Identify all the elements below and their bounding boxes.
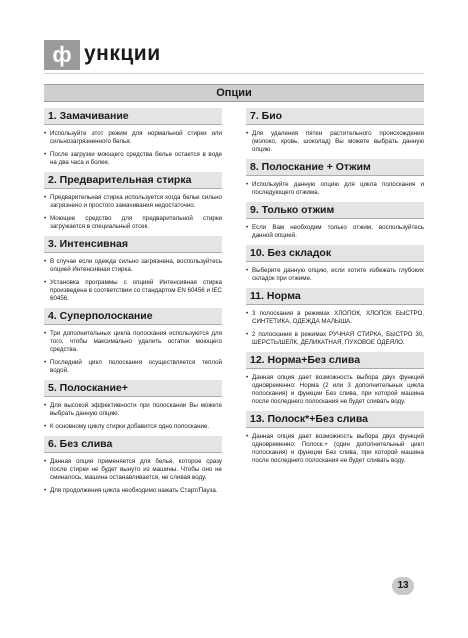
header-divider (44, 73, 424, 74)
bullet-item: • К основному циклу стирки добавится одно полоскание. (44, 423, 222, 431)
bullet-item: • После загрузки моющего средства белье остается в воде на два часа и более. (44, 151, 222, 167)
section-heading: 9. Только отжим (246, 202, 424, 219)
section-heading: 7. Био (246, 108, 424, 125)
bullet-item: • Данная опция дает возможность выбора двух функций одновременно: Норма (2 или 3 дополнительных цикла полоскания) и функции Без слива, при которой машина после последнего полоскания не будет сливать воду. (246, 374, 424, 406)
section-heading: 12. Норма+Без слива (246, 352, 424, 369)
left-column (44, 108, 222, 500)
bullet-item: • Используйте данную опцию для цикла полоскания и последующего отжима. (246, 181, 424, 197)
section-bio (246, 108, 424, 154)
bullet-item: • 3 полоскания в режимах ХЛОПОК, ХЛОПОК БЫСТРО, СИНТЕТИКА, ОДЕЖДА МАЛЫША. (246, 310, 424, 326)
bullet-item: • Для продолжения цикла необходимо нажать Старт/Пауза. (44, 487, 222, 495)
section-heading: 8. Полоскание + Отжим (246, 159, 424, 176)
section-rinse-plus (44, 380, 222, 431)
section-super-rinse (44, 308, 222, 375)
section-heading: 3. Интенсивная (44, 236, 222, 253)
section-rinse-plus-hold (246, 411, 424, 465)
section-heading: 11. Норма (246, 288, 424, 305)
section-heading: 1. Замачивание (44, 108, 222, 125)
section-normal-hold (246, 352, 424, 406)
page-number: 13 (392, 577, 414, 595)
bullet-item: • Для удаления пятен растительного происхождения (молоко, кровь, шоколад) Вы можете выбрать данную опцию. (246, 130, 424, 154)
bullet-item: • Моющее средство для предварительной стирки загружается в специальный отсек. (44, 215, 222, 231)
section-prewash (44, 172, 222, 231)
section-heading: 2. Предварительная стирка (44, 172, 222, 189)
section-spin-only (246, 202, 424, 240)
bullet-item: • Последний цикл полоскания осуществляется теплой водой. (44, 359, 222, 375)
bullet-item: • Данная опция применяется для белья, которое сразу после стирки не будет вынуто из машины. Чтобы оно не сминалось, машина останавливается, не сливая воду. (44, 458, 222, 482)
section-rinse-spin (246, 159, 424, 197)
section-heading: 13. Полоск*+Без слива (246, 411, 424, 428)
bullet-item: • Предварительная стирка используется когда белье сильно загрязнено и простого замачивания недостаточно. (44, 194, 222, 210)
page-header (0, 40, 468, 70)
page-title: ункции (84, 42, 161, 65)
right-column (246, 108, 424, 470)
section-icon: ф (44, 40, 80, 70)
section-normal (246, 288, 424, 347)
bullet-item: • Три дополнительных цикла полоскания используются для того, чтобы максимально удалить остатки моющего средства. (44, 330, 222, 354)
bullet-item: • В случае если одежда сильно загрязнена, воспользуйтесь опцией Интенсивная стирка. (44, 258, 222, 274)
bullet-item: • Используйте этот режим для нормальной стирки или сильнозагрязненного белья. (44, 130, 222, 146)
section-heading: 6. Без слива (44, 436, 222, 453)
bullet-item: • Если Вам необходим только отжим, воспользуйтесь данной опцией. (246, 224, 424, 240)
section-no-crease (246, 245, 424, 283)
bullet-item: • 2 полоскания в режимах РУЧНАЯ СТИРКА, БЫСТРО 30, ШЕРСТЬ/ШЕЛК, ДЕЛИКАТНАЯ, ПУХОВОЕ ОДЕЯЛО. (246, 331, 424, 347)
options-title-bar (44, 84, 424, 102)
bullet-item: • Выберите данную опцию, если хотите избежать глубоких складок при отжиме. (246, 267, 424, 283)
section-intensive (44, 236, 222, 303)
section-heading: 10. Без складок (246, 245, 424, 262)
bullet-item: • Установка программы с опцией Интенсивная стирка произведена в соответствии со стандартом EN 60456 и IEC 60456. (44, 279, 222, 303)
bullet-item: • Данная опция дает возможность выбора двух функций одновременно: Полоск.+ (один дополнительный цикл полоскания) и функции Без слива, при которой машина после последнего полоскания не будет сливать воду. (246, 433, 424, 465)
section-heading: 5. Полоскание+ (44, 380, 222, 397)
options-title: Опции (216, 87, 252, 99)
bullet-item: • Для высокой эффективности при полоскании Вы можете выбрать данную опцию. (44, 402, 222, 418)
section-soak (44, 108, 222, 167)
section-heading: 4. Суперполоскание (44, 308, 222, 325)
section-rinse-hold (44, 436, 222, 495)
